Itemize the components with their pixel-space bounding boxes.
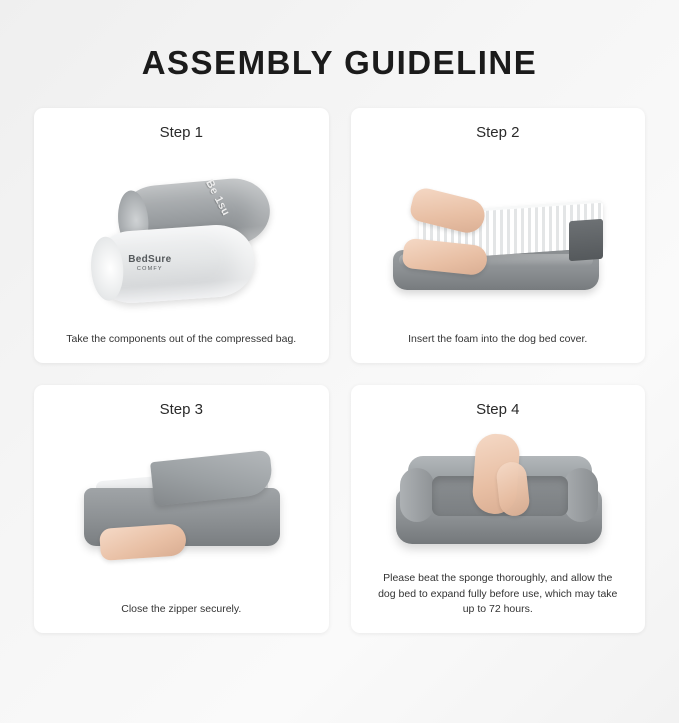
step-4-caption: Please beat the sponge thoroughly, and allow the dog bed to expand fully before use, which may take up to 72 hours.: [378, 572, 618, 615]
compressed-bags-graphic: [86, 174, 276, 304]
zipper-close-graphic: [66, 448, 296, 578]
step-1-label: Step 1: [159, 124, 203, 141]
step-1-illustration: [48, 147, 315, 332]
assembly-guideline-page: [0, 44, 679, 723]
brand-label-bottom-sub: COMFY: [136, 265, 163, 272]
step-2-illustration: [365, 147, 632, 332]
step-3-caption: Close the zipper securely.: [121, 602, 242, 615]
hand-icon: [99, 523, 187, 561]
step-card-1: [34, 108, 329, 363]
foam-slab-side-icon: [569, 219, 603, 261]
step-4-illustration: [365, 424, 632, 571]
brand-label-bottom: [128, 254, 171, 272]
step-4-label: Step 4: [476, 401, 520, 418]
step-3-label: Step 3: [159, 401, 203, 418]
bolster-left-icon: [400, 468, 434, 522]
step-2-caption: Insert the foam into the dog bed cover.: [408, 332, 588, 345]
step-card-4: [351, 385, 646, 633]
finished-dog-bed-graphic: [378, 428, 618, 568]
steps-grid: [28, 108, 651, 633]
foam-insert-graphic: [373, 164, 623, 314]
step-card-2: [351, 108, 646, 363]
brand-label-top: Be 1su: [203, 178, 233, 219]
step-card-3: [34, 385, 329, 633]
brand-label-bottom-text: BedSure: [128, 254, 172, 266]
step-1-caption: Take the components out of the compressed bag.: [66, 332, 297, 345]
step-2-label: Step 2: [476, 124, 520, 141]
bolster-right-icon: [564, 468, 598, 522]
step-3-illustration: [48, 424, 315, 602]
page-title: ASSEMBLY GUIDELINE: [141, 44, 538, 81]
white-rolled-foam-icon: [92, 223, 257, 306]
